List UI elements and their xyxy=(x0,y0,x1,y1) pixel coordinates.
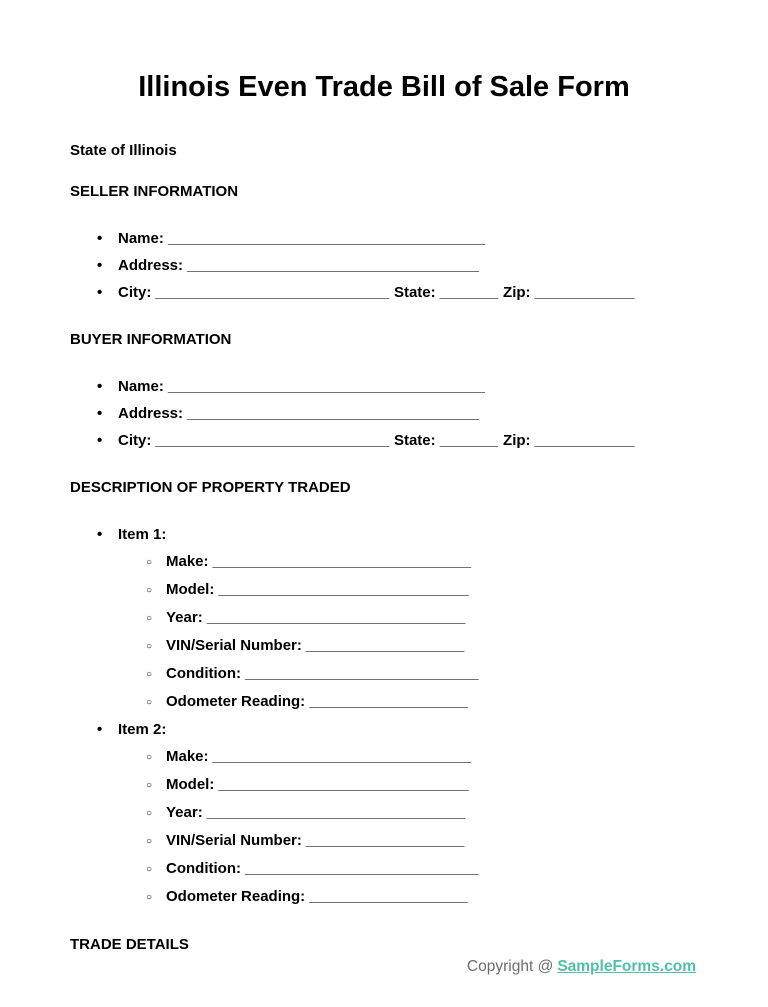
field-blank-state: _______ xyxy=(439,432,499,449)
item-2-condition-row xyxy=(146,855,698,883)
item-1-odometer-row xyxy=(146,688,698,716)
item-1-make-row xyxy=(146,548,698,576)
item-2-model-row xyxy=(146,771,698,799)
circle-bullet-icon: ○ xyxy=(146,836,153,847)
field-blank-odometer: ___________________ xyxy=(309,693,468,710)
state-line: State of Illinois xyxy=(70,142,177,159)
field-label-vin: VIN/Serial Number: xyxy=(166,832,302,849)
field-blank-model: ______________________________ xyxy=(218,776,469,793)
field-label-zip: Zip: xyxy=(503,432,531,449)
buyer-city-state-zip-row xyxy=(70,427,698,454)
seller-name-row xyxy=(70,225,698,252)
item-2-odometer-row xyxy=(146,883,698,911)
item-1-year-row xyxy=(146,604,698,632)
section-heading-trade: TRADE DETAILS xyxy=(70,936,189,953)
item-1 xyxy=(70,521,698,716)
field-label-condition: Condition: xyxy=(166,860,241,877)
buyer-fields-list xyxy=(70,373,698,454)
circle-bullet-icon: ○ xyxy=(146,641,153,652)
field-label-name: Name: xyxy=(118,230,164,247)
item-2-year-row xyxy=(146,799,698,827)
bullet-icon: • xyxy=(97,432,103,449)
field-label-address: Address: xyxy=(118,257,184,274)
section-heading-buyer: BUYER INFORMATION xyxy=(70,331,232,348)
bullet-icon: • xyxy=(97,230,103,247)
field-blank-city: ____________________________ xyxy=(155,432,389,449)
item-2 xyxy=(70,716,698,911)
field-blank-state: _______ xyxy=(439,284,499,301)
bullet-icon: • xyxy=(97,284,103,301)
item-1-label: Item 1: xyxy=(118,526,167,543)
field-label-model: Model: xyxy=(166,776,215,793)
field-label-city: City: xyxy=(118,432,152,449)
field-label-state: State: xyxy=(393,432,436,449)
buyer-name-row xyxy=(70,373,698,400)
circle-bullet-icon: ○ xyxy=(146,697,153,708)
field-blank-model: ______________________________ xyxy=(218,581,469,598)
field-blank-zip: ____________ xyxy=(534,284,635,301)
item-2-vin-row xyxy=(146,827,698,855)
circle-bullet-icon: ○ xyxy=(146,780,153,791)
circle-bullet-icon: ○ xyxy=(146,585,153,596)
field-blank-vin: ___________________ xyxy=(305,637,465,654)
seller-fields-list xyxy=(70,225,698,306)
circle-bullet-icon: ○ xyxy=(146,752,153,763)
section-heading-property: DESCRIPTION OF PROPERTY TRADED xyxy=(70,479,351,496)
field-label-zip: Zip: xyxy=(503,284,531,301)
field-label-vin: VIN/Serial Number: xyxy=(166,637,302,654)
bullet-icon: • xyxy=(97,378,103,395)
field-label-name: Name: xyxy=(118,378,164,395)
field-label-model: Model: xyxy=(166,581,215,598)
item-1-model-row xyxy=(146,576,698,604)
circle-bullet-icon: ○ xyxy=(146,613,153,624)
field-blank-make: _______________________________ xyxy=(212,553,472,570)
bullet-icon: • xyxy=(97,721,103,738)
field-blank-zip: ____________ xyxy=(534,432,635,449)
field-label-year: Year: xyxy=(166,804,203,821)
circle-bullet-icon: ○ xyxy=(146,892,153,903)
field-label-make: Make: xyxy=(166,553,209,570)
item-2-fields-list xyxy=(146,743,698,911)
field-label-address: Address: xyxy=(118,405,184,422)
field-blank-name: ______________________________________ xyxy=(167,378,485,395)
circle-bullet-icon: ○ xyxy=(146,808,153,819)
circle-bullet-icon: ○ xyxy=(146,864,153,875)
field-label-year: Year: xyxy=(166,609,203,626)
bullet-icon: • xyxy=(97,257,103,274)
field-label-odometer: Odometer Reading: xyxy=(166,888,306,905)
item-2-label: Item 2: xyxy=(118,721,167,738)
field-label-make: Make: xyxy=(166,748,209,765)
buyer-address-row xyxy=(70,400,698,427)
copyright-text: Copyright @ xyxy=(466,958,554,975)
field-blank-name: ______________________________________ xyxy=(167,230,485,247)
field-blank-year: _______________________________ xyxy=(206,804,466,821)
field-label-city: City: xyxy=(118,284,152,301)
field-blank-condition: ____________________________ xyxy=(244,860,479,877)
bullet-icon: • xyxy=(97,526,103,543)
field-blank-year: _______________________________ xyxy=(206,609,466,626)
sampleforms-link[interactable]: SampleForms.com xyxy=(557,958,696,975)
item-1-fields-list xyxy=(146,548,698,716)
property-items-list xyxy=(70,521,698,911)
document-body xyxy=(0,143,768,952)
field-blank-vin: ___________________ xyxy=(305,832,465,849)
page-title: Illinois Even Trade Bill of Sale Form xyxy=(138,71,630,103)
item-1-condition-row xyxy=(146,660,698,688)
seller-city-state-zip-row xyxy=(70,279,698,306)
field-label-condition: Condition: xyxy=(166,665,241,682)
item-2-make-row xyxy=(146,743,698,771)
field-blank-odometer: ___________________ xyxy=(309,888,468,905)
bullet-icon: • xyxy=(97,405,103,422)
field-blank-make: _______________________________ xyxy=(212,748,472,765)
field-label-odometer: Odometer Reading: xyxy=(166,693,306,710)
seller-address-row xyxy=(70,252,698,279)
footer-copyright xyxy=(467,959,696,975)
field-blank-address: ___________________________________ xyxy=(187,257,480,274)
field-label-state: State: xyxy=(393,284,436,301)
item-1-vin-row xyxy=(146,632,698,660)
section-heading-seller: SELLER INFORMATION xyxy=(70,183,239,200)
field-blank-city: ____________________________ xyxy=(155,284,389,301)
circle-bullet-icon: ○ xyxy=(146,557,153,568)
circle-bullet-icon: ○ xyxy=(146,669,153,680)
field-blank-condition: ____________________________ xyxy=(244,665,479,682)
field-blank-address: ___________________________________ xyxy=(187,405,480,422)
